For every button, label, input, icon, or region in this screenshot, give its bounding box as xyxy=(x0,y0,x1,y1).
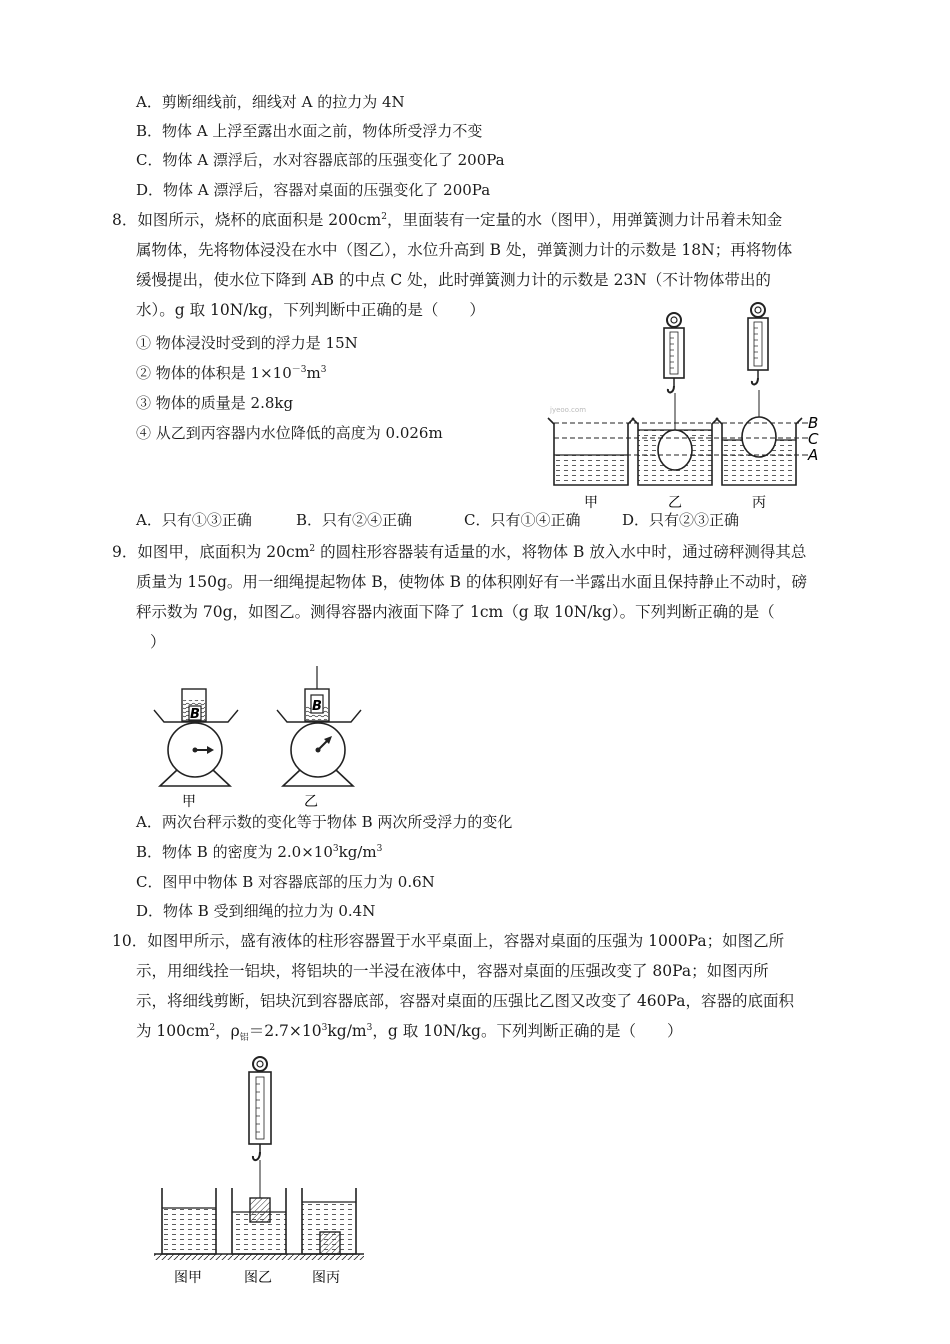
q9-option-d: D．物体 B 受到细绳的拉力为 0.4N xyxy=(136,902,376,920)
q9-figure xyxy=(150,662,370,812)
watermark: jyeoo.com xyxy=(550,406,587,414)
q9-stem-line3: 秤示数为 70g，如图乙。测得容器内液面下降了 1cm（g 取 10N/kg）。下列判断正确的是（ xyxy=(136,603,775,621)
q8-statement-2: ② 物体的体积是 $1\times 10^{-3}m^3$ xyxy=(136,364,327,382)
q8-options xyxy=(136,510,739,530)
q8-option-a: A．只有①③正确 xyxy=(136,511,252,529)
q9-stem-line4: ） xyxy=(150,633,166,651)
q8-statement-1: ① 物体浸没时受到的浮力是 15N xyxy=(136,334,358,352)
q9-option-b: B．物体 B 的密度为 $2.0\times 10^3kg/m^3$ xyxy=(136,843,383,861)
label-tu-yi: 图乙 xyxy=(244,1270,272,1286)
beaker-yi xyxy=(632,393,718,485)
q7-option-c: C．物体 A 漂浮后，水对容器底部的压强变化了 200Pa xyxy=(136,151,505,169)
spring-scale-yi xyxy=(664,313,684,392)
beaker-jia xyxy=(548,418,634,485)
q9-stem-line2: 质量为 150g。用一细绳提起物体 B，使物体 B 的体积刚好有一半露出水面且保持静止不动时，磅 xyxy=(136,573,807,591)
label-jia: 甲 xyxy=(584,495,598,511)
q7-option-d: D．物体 A 漂浮后，容器对桌面的压强变化了 200Pa xyxy=(136,181,491,199)
q7-option-b: B．物体 A 上浮至露出水面之前，物体所受浮力不变 xyxy=(136,122,483,140)
spring-scale-bing xyxy=(748,303,768,384)
q9-option-c: C．图甲中物体 B 对容器底部的压力为 0.6N xyxy=(136,873,435,891)
q8-option-d: D．只有②③正确 xyxy=(622,511,740,529)
q10-stem-line4: 为 $100cm^2$，$\rho_铝=2.7\times 10^3kg/m^3$，g 取 10N/kg。下列判断正确的是（ ） xyxy=(136,1022,683,1044)
label-yi-q9: 乙 xyxy=(304,794,318,810)
label-yi: 乙 xyxy=(668,495,682,511)
label-b-jia: B xyxy=(190,707,200,722)
q8-statement-4: ④ 从乙到丙容器内水位降低的高度为 0.026m xyxy=(136,424,443,442)
label-level-b: B xyxy=(808,414,819,432)
spring-scale-q10 xyxy=(249,1057,271,1198)
label-level-a: A xyxy=(808,446,819,464)
label-jia-q9: 甲 xyxy=(182,794,196,810)
q10-stem-line3: 示，将细线剪断，铝块沉到容器底部，容器对桌面的压强比乙图又改变了 460Pa，容器的底面积 xyxy=(136,992,794,1010)
scale-jia xyxy=(154,689,238,786)
q8-stem-line3: 缓慢提出，使水位下降到 AB 的中点 C 处，此时弹簧测力计的示数是 23N（不计物体带出的 xyxy=(136,271,771,289)
q9-stem-line1: 9．如图甲，底面积为 $20cm^2$ 的圆柱形容器装有适量的水，将物体 B 放入水中时，通过磅秤测得其总 xyxy=(112,543,807,561)
q8-figure xyxy=(540,298,840,513)
q7-option-a: A．剪断细线前，细线对 A 的拉力为 4N xyxy=(136,93,405,111)
q10-stem-line1: 10．如图甲所示，盛有液体的柱形容器置于水平桌面上，容器对桌面的压强为 1000Pa；如图乙所 xyxy=(112,932,785,950)
q10-stem-line2: 示，用细线拴一铝块，将铝块的一半浸在液体中，容器对桌面的压强改变了 80Pa；如图丙所 xyxy=(136,962,769,980)
container-yi xyxy=(232,1188,286,1254)
label-tu-jia: 图甲 xyxy=(174,1270,202,1286)
q9-option-a: A．两次台秤示数的变化等于物体 B 两次所受浮力的变化 xyxy=(136,813,513,831)
label-tu-bing: 图丙 xyxy=(312,1270,340,1286)
q8-option-c: C．只有①④正确 xyxy=(464,511,581,529)
q8-stem-line1: 8．如图所示，烧杯的底面积是 $200cm^2$，里面装有一定量的水（图甲），用弹簧测力计吊着未知金 xyxy=(112,211,783,229)
q10-figure xyxy=(148,1052,368,1292)
scale-yi xyxy=(277,666,361,786)
q8-stem-line2: 属物体，先将物体浸没在水中（图乙），水位升高到 B 处，弹簧测力计的示数是 18N；再将物体 xyxy=(136,241,793,259)
q8-option-b: B．只有②④正确 xyxy=(296,511,413,529)
label-b-yi: B xyxy=(312,699,322,714)
q8-stem-line4: 水）。g 取 10N/kg，下列判断中正确的是（ ） xyxy=(136,301,485,319)
container-bing xyxy=(302,1188,356,1254)
q8-statement-3: ③ 物体的质量是 2.8kg xyxy=(136,394,294,412)
container-jia xyxy=(162,1188,216,1254)
label-bing: 丙 xyxy=(752,495,766,511)
label-level-c: C xyxy=(808,430,819,448)
